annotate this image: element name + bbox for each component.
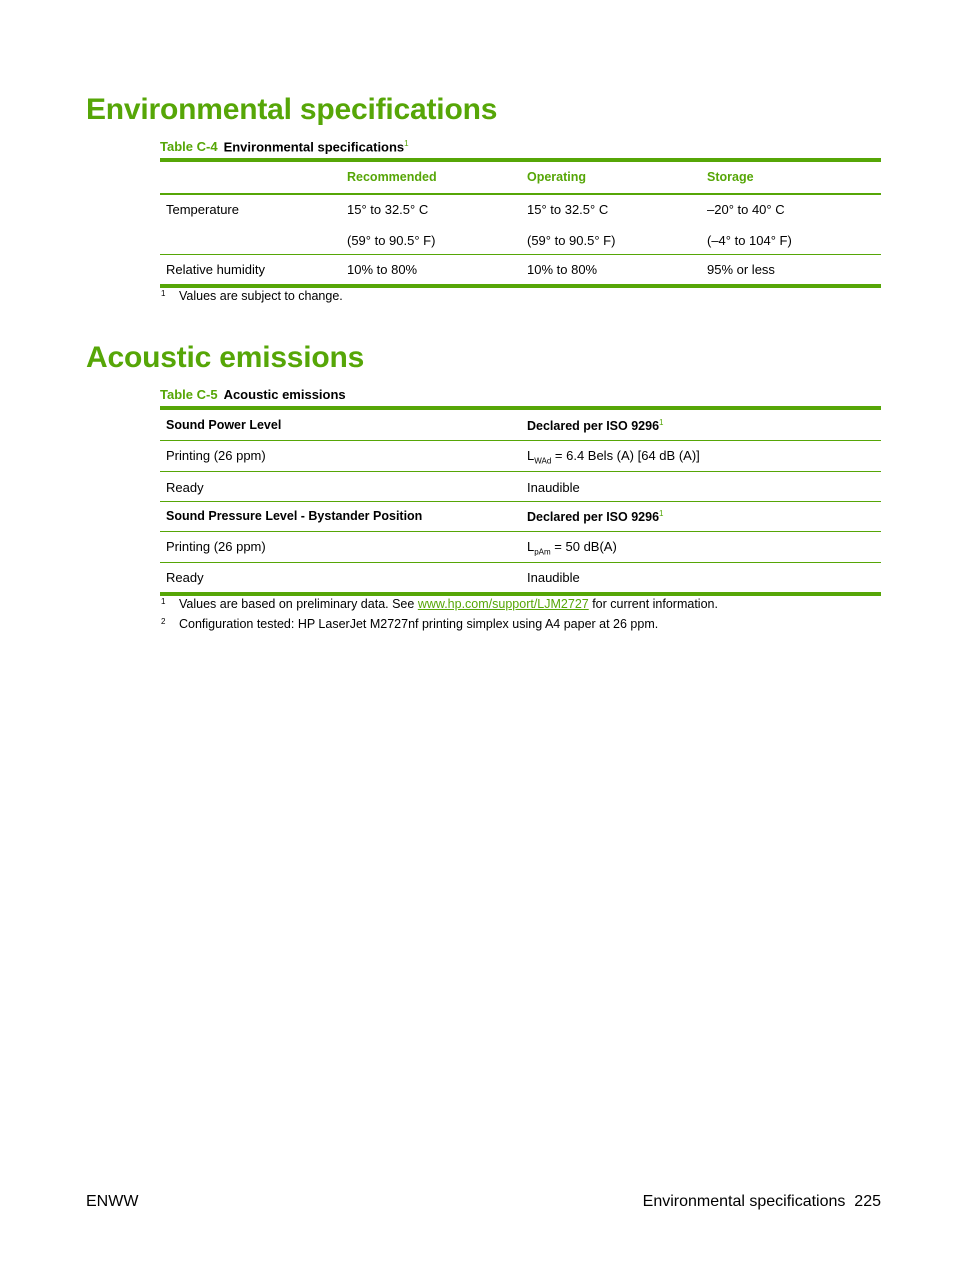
table-bottom-rule [160,592,881,596]
value-text: = 6.4 Bels (A) [64 dB (A)] [551,448,700,463]
cell-ready-value: Inaudible [527,570,580,585]
footnote-mark: 2 [161,617,166,626]
footnote-ref: 1 [404,139,409,148]
support-link[interactable]: www.hp.com/support/LJM2727 [417,597,589,611]
table-bottom-rule [160,284,881,288]
row-divider [160,501,881,502]
footnote-mark: 1 [161,289,166,298]
footer-section: Environmental specifications [642,1193,846,1210]
cell-temp-operating-c: 15° to 32.5° C [527,202,609,217]
cell-lwad-value [527,448,700,466]
row-label-printing: Printing (26 ppm) [166,448,266,463]
footnote-mark: 1 [161,597,166,606]
footnote-text: Values are subject to change. [179,289,343,303]
footer-enww: ENWW [86,1193,139,1210]
footnote-post: for current information. [588,597,718,611]
footnote-1-text [179,597,718,611]
footnote-pre: Values are based on preliminary data. See [179,597,418,611]
header-declared-iso [527,418,663,433]
cell-temp-recommended-f: (59° to 90.5° F) [347,233,436,248]
value-text: = 50 dB(A) [550,539,617,554]
cell-humidity-operating: 10% to 80% [527,262,598,277]
cell-humidity-recommended: 10% to 80% [347,262,418,277]
column-header-operating: Operating [527,170,587,184]
row-label-printing: Printing (26 ppm) [166,539,266,554]
cell-lpam-value [527,539,617,557]
header-declared-text: Declared per ISO 9296 [527,510,660,525]
header-declared-text: Declared per ISO 9296 [527,419,660,434]
table-top-rule [160,406,881,410]
section-heading-acoustic: Acoustic emissions [86,341,365,374]
table-title: Environmental specifications [223,139,405,155]
row-label-ready: Ready [166,480,204,495]
section-heading-environmental: Environmental specifications [86,93,498,126]
footnote-ref: 1 [659,509,664,518]
row-divider [160,440,881,441]
table-title: Acoustic emissions [223,387,346,402]
cell-temp-storage-f: (–4° to 104° F) [707,233,792,248]
table-top-rule [160,158,881,162]
row-label-humidity: Relative humidity [166,262,265,277]
table-number: Table C-4 [160,139,218,155]
header-sound-power-level: Sound Power Level [166,418,282,432]
row-label-ready: Ready [166,570,204,585]
header-declared-iso [527,509,663,524]
row-divider [160,531,881,532]
footer-section-page [643,1193,881,1211]
row-divider [160,471,881,472]
symbol-l: L [527,539,535,554]
cell-temp-operating-f: (59° to 90.5° F) [527,233,616,248]
footnote-ref: 1 [659,418,664,427]
cell-humidity-storage: 95% or less [707,262,775,277]
header-divider [160,193,881,195]
table-number: Table C-5 [160,387,218,402]
table-caption-c4 [160,139,409,154]
cell-ready-value: Inaudible [527,480,580,495]
footer-page-number: 225 [854,1193,881,1210]
column-header-recommended: Recommended [347,170,437,184]
footnote-2-text: Configuration tested: HP LaserJet M2727nf printing simplex using A4 paper at 26 ppm. [179,617,659,631]
subscript: pAm [534,547,551,557]
cell-temp-storage-c: –20° to 40° C [707,202,785,217]
subscript: WAd [534,456,552,466]
row-divider [160,254,881,255]
row-divider [160,562,881,563]
column-header-storage: Storage [707,170,754,184]
row-label-temperature: Temperature [166,202,239,217]
symbol-l: L [527,448,535,463]
table-caption-c5 [160,387,346,402]
header-sound-pressure-level: Sound Pressure Level - Bystander Position [166,509,423,523]
cell-temp-recommended-c: 15° to 32.5° C [347,202,429,217]
